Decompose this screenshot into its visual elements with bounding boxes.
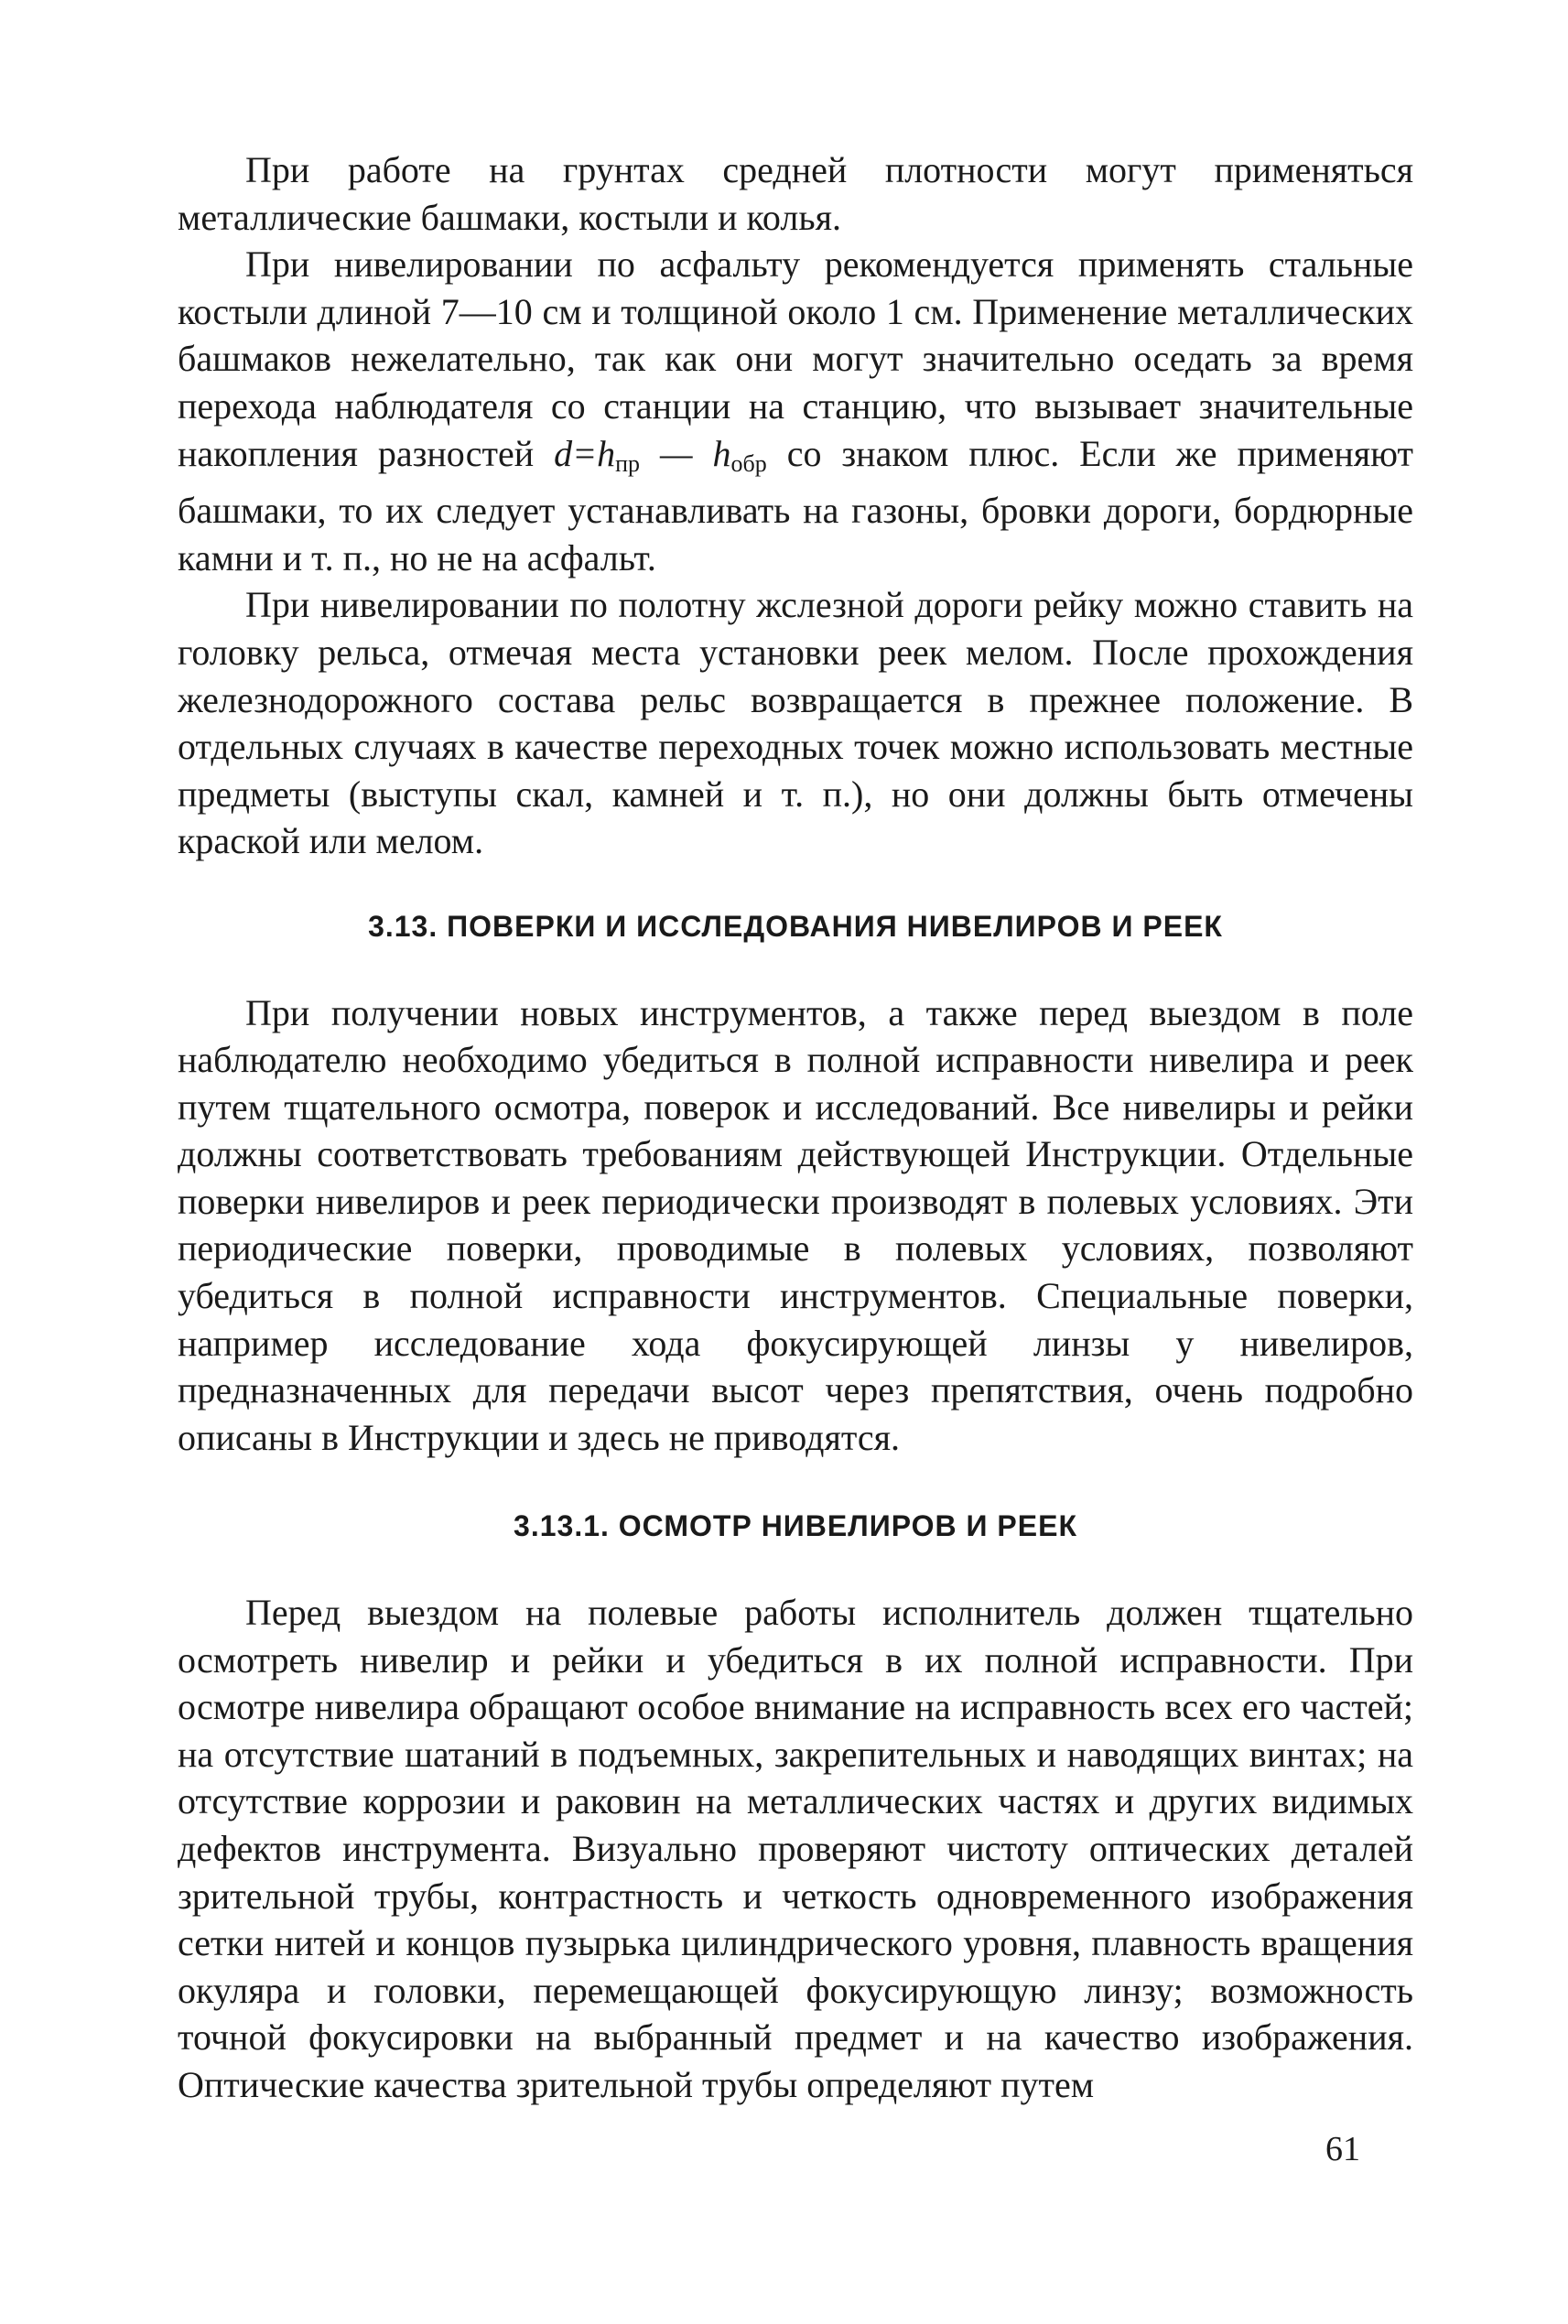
formula-equals: =: [572, 432, 598, 474]
paragraph-railway: При нивелировании по полотну жслезной дороги рейку можно ставить на головку рельса, отмечая места установки реек мелом. После прохождения железнодорожного состава рельс возвращается в прежнее положение. В отдельных случаях в качестве переходных точек можно использовать местные предметы (выступы скал, камней и т. п.), но они должны быть отмечены краской или мелом.: [178, 584, 1413, 862]
formula-h-forward: h: [597, 432, 616, 474]
paragraph-asphalt-text-before: При нивелировании по асфальту рекомендуется применять стальные костыли длиной 7—10 см и толщиной около 1 см. Применение металлических башмаков нежелательно, так как они могут значительно оседать за время перехода наблюдателя со станции на станцию, что вызывает значительные накопления разностей: [178, 243, 1413, 474]
paragraph-inspection: Перед выездом на полевые работы исполнитель должен тщательно осмотреть нивелир и рейки и убедиться в их полной исправности. При осмотре нивелира обращают особое внимание на исправность всех его частей; на отсутствие шатаний в подъемных, закрепительных и наводящих винтах; на отсутствие коррозии и раковин на металлических частях и других видимых дефектов инструмента. Визуально проверяют чистоту оптических деталей зрительной трубы, контрастность и четкость одновременного изображения сетки нитей и концов пузырька цилиндрического уровня, плавность вращения окуляра и головки, перемещающей фокусирующую линзу; возможность точной фокусировки на выбранный предмет и на качество изображения. Оптические качества зрительной трубы определяют путем: [178, 1592, 1413, 2105]
page-number: 61: [1325, 2130, 1360, 2168]
formula-height-difference: [554, 432, 767, 477]
section-heading-inspection: 3.13.1. ОСМОТР НИВЕЛИРОВ И РЕЕК: [514, 1509, 1077, 1543]
page-body: [178, 146, 1413, 2109]
paragraph-asphalt: [178, 241, 1413, 581]
paragraph-asphalt-text-after: со знаком плюс. Если же применяют башмаки, то их следует устанавливать на газоны, бровки дороги, бордюрные камни и т. п., но не на асфальт.: [178, 432, 1414, 578]
formula-h-back: h: [712, 432, 731, 474]
formula-minus: —: [640, 432, 713, 474]
formula-sub-forward: пр: [615, 449, 641, 477]
formula-sub-back: обр: [730, 449, 767, 477]
formula-d: d: [554, 432, 573, 474]
paragraph-checks: При получении новых инструментов, а также перед выездом в поле наблюдателю необходимо убедиться в полной исправности нивелира и реек путем тщательного осмотра, поверок и исследований. Все нивелиры и рейки должны соответствовать требованиям действующей Инструкции. Отдельные поверки нивелиров и реек периодически производят в полевых условиях. Эти периодические поверки, проводимые в полевых условиях, позволяют убедиться в полной исправности инструментов. Специальные поверки, например исследование хода фокусирующей линзы у нивелиров, предназначенных для передачи высот через препятствия, очень подробно описаны в Инструкции и здесь не приводятся.: [178, 991, 1413, 1458]
section-heading-checks: 3.13. ПОВЕРКИ И ИССЛЕДОВАНИЯ НИВЕЛИРОВ И РЕЕК: [368, 909, 1223, 943]
paragraph-soils: При работе на грунтах средней плотности могут применяться металлические башмаки, костыли и колья.: [178, 149, 1413, 238]
